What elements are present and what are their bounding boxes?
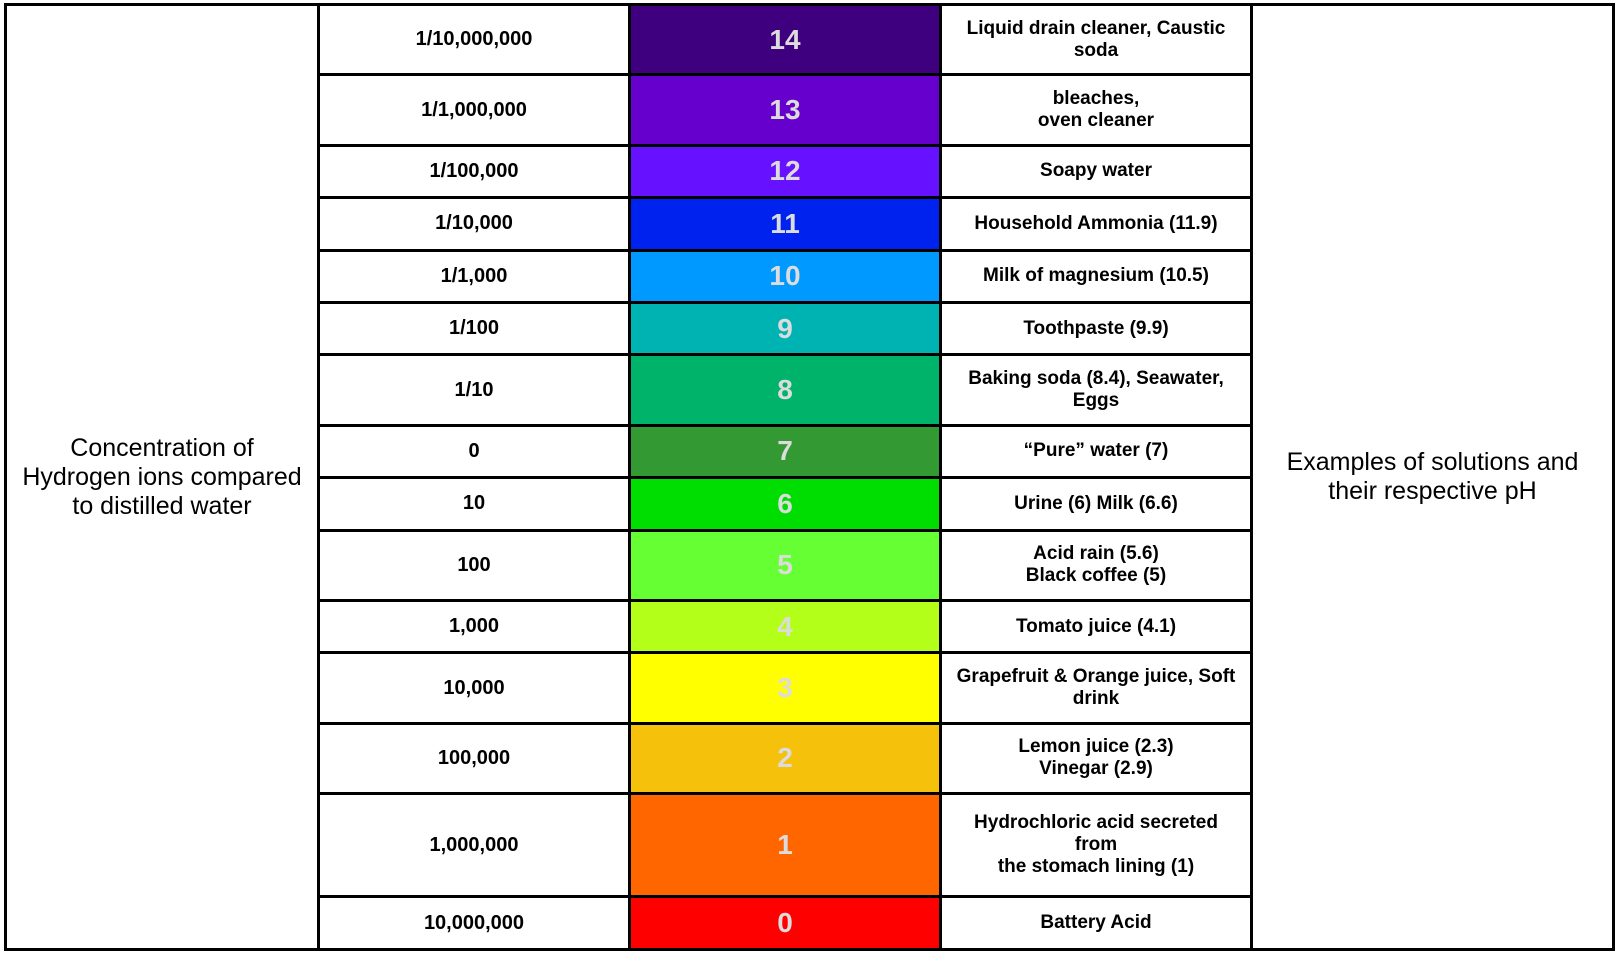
example-cell [941, 530, 1252, 600]
ph-value-cell: 12 [630, 145, 941, 197]
example-line: Battery Acid [1040, 912, 1152, 934]
concentration-cell: 10,000,000 [319, 897, 630, 950]
ph-value-cell: 7 [630, 425, 941, 477]
example-line: Urine (6) Milk (6.6) [1014, 492, 1178, 514]
example-cell [941, 723, 1252, 793]
example-cell [941, 250, 1252, 302]
concentration-cell: 100,000 [319, 723, 630, 793]
concentration-cell: 1/100 [319, 302, 630, 354]
concentration-cell: 1/10,000,000 [319, 5, 630, 75]
example-cell [941, 653, 1252, 723]
ph-value-cell: 1 [630, 794, 941, 897]
concentration-cell: 1/1,000 [319, 250, 630, 302]
example-cell [941, 198, 1252, 250]
concentration-cell: 1/10 [319, 355, 630, 425]
concentration-cell: 10,000 [319, 653, 630, 723]
concentration-cell: 0 [319, 425, 630, 477]
example-line: Soapy water [1040, 160, 1152, 182]
example-cell [941, 478, 1252, 530]
example-cell [941, 302, 1252, 354]
ph-value-cell: 13 [630, 75, 941, 145]
concentration-cell: 1,000,000 [319, 794, 630, 897]
example-line: soda [1073, 39, 1119, 61]
example-line: Milk of magnesium (10.5) [983, 265, 1209, 287]
ph-value-cell: 9 [630, 302, 941, 354]
example-cell [941, 5, 1252, 75]
ph-scale-table [4, 3, 1615, 951]
example-cell [941, 600, 1252, 652]
ph-table-body [6, 5, 1614, 950]
example-line: Hydrochloric acid secreted from [974, 812, 1218, 856]
ph-value-cell: 6 [630, 478, 941, 530]
example-cell [941, 897, 1252, 950]
example-line: Black coffee (5) [1025, 565, 1167, 587]
example-line: Vinegar (2.9) [1039, 758, 1153, 780]
example-line: bleaches, [1052, 88, 1140, 110]
examples-axis-label: Examples of solutions and their respective pH [1252, 5, 1614, 950]
example-line: Grapefruit & Orange juice, Soft [956, 666, 1236, 688]
ph-value-cell: 2 [630, 723, 941, 793]
example-cell [941, 75, 1252, 145]
example-line: Eggs [1072, 390, 1120, 412]
example-line: drink [1072, 688, 1120, 710]
example-line: Baking soda (8.4), Seawater, [968, 368, 1224, 390]
ph-value-cell: 11 [630, 198, 941, 250]
example-line: Lemon juice (2.3) [1018, 736, 1174, 758]
ph-value-cell: 10 [630, 250, 941, 302]
concentration-cell: 1,000 [319, 600, 630, 652]
ph-value-cell: 4 [630, 600, 941, 652]
concentration-cell: 1/100,000 [319, 145, 630, 197]
example-cell [941, 355, 1252, 425]
example-cell [941, 145, 1252, 197]
concentration-cell: 1/1,000,000 [319, 75, 630, 145]
example-line: Acid rain (5.6) [1033, 543, 1159, 565]
ph-value-cell: 5 [630, 530, 941, 600]
example-cell [941, 794, 1252, 897]
example-line: Household Ammonia (11.9) [974, 212, 1218, 234]
ph-value-cell: 14 [630, 5, 941, 75]
example-line: “Pure” water (7) [1023, 440, 1169, 462]
example-line: Liquid drain cleaner, Caustic [966, 17, 1226, 39]
example-line: Toothpaste (9.9) [1023, 317, 1169, 339]
ph-value-cell: 3 [630, 653, 941, 723]
concentration-cell: 10 [319, 478, 630, 530]
concentration-cell: 100 [319, 530, 630, 600]
ph-value-cell: 0 [630, 897, 941, 950]
concentration-axis-label: Concentration of Hydrogen ions compared to distilled water [6, 5, 319, 950]
example-line: Tomato juice (4.1) [1015, 615, 1177, 637]
concentration-cell: 1/10,000 [319, 198, 630, 250]
ph-value-cell: 8 [630, 355, 941, 425]
example-cell [941, 425, 1252, 477]
example-line: the stomach lining (1) [997, 856, 1195, 878]
example-line: oven cleaner [1037, 110, 1155, 132]
ph-row [6, 5, 1614, 75]
